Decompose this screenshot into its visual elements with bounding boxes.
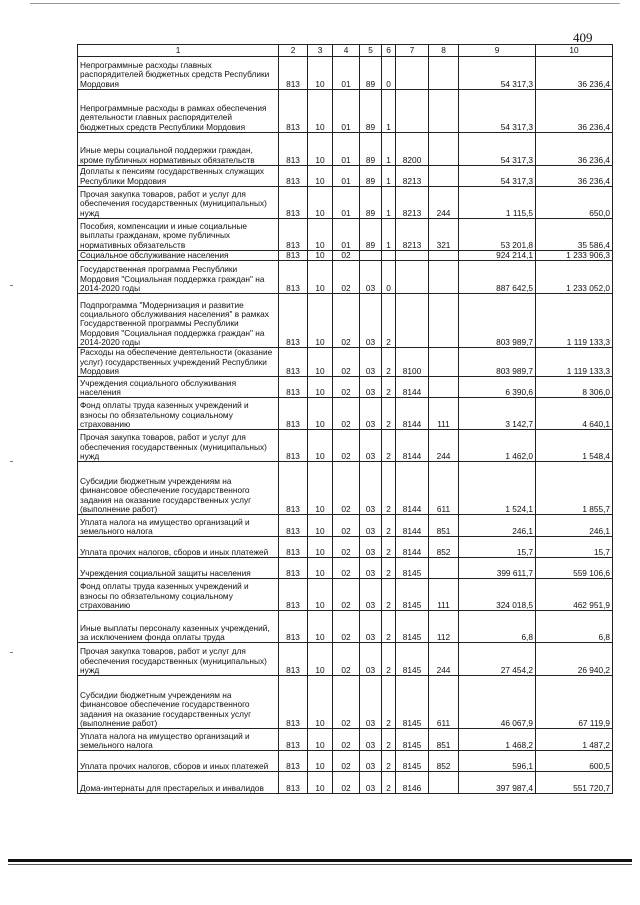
row-section-code: 10 [308,90,333,133]
row-ministry-code: 813 [279,537,308,558]
row-ministry-code: 813 [279,133,308,166]
row-subsection-code: 02 [333,643,360,676]
row-target-item-code: 8144 [396,462,429,515]
row-section-code: 10 [308,579,333,611]
table-row [78,219,613,251]
row-expense-type-code: 611 [429,462,459,515]
row-target-item-code [396,261,429,294]
row-program-code: 03 [360,751,382,772]
row-program-code: 03 [360,430,382,462]
table-row [78,579,613,611]
row-subprogram-code: 1 [382,187,396,219]
col-header-program: 5 [360,45,382,57]
row-subprogram-code: 2 [382,537,396,558]
row-subprogram-code: 2 [382,729,396,751]
row-amount-1: 1 462,0 [459,430,536,462]
row-amount-2: 1 233 052,0 [536,261,613,294]
col-header-amount-2: 10 [536,45,613,57]
row-target-item-code: 8213 [396,219,429,251]
row-program-code: 03 [360,772,382,794]
row-name: Уплата прочих налогов, сборов и иных платежей [78,751,279,772]
row-section-code: 10 [308,676,333,729]
row-amount-1: 924 214,1 [459,251,536,261]
row-amount-1: 53 201,8 [459,219,536,251]
row-target-item-code: 8213 [396,187,429,219]
row-subsection-code: 02 [333,558,360,579]
row-target-item-code: 8145 [396,751,429,772]
row-section-code: 10 [308,219,333,251]
row-expense-type-code: 112 [429,611,459,643]
row-expense-type-code: 851 [429,515,459,537]
row-name: Уплата налога на имущество организаций и земельного налога [78,515,279,537]
row-subsection-code: 02 [333,398,360,430]
row-subsection-code: 01 [333,166,360,187]
row-subsection-code: 01 [333,57,360,90]
row-program-code: 03 [360,294,382,348]
row-subprogram-code: 2 [382,676,396,729]
row-amount-1: 324 018,5 [459,579,536,611]
row-expense-type-code [429,558,459,579]
row-section-code: 10 [308,294,333,348]
row-expense-type-code: 321 [429,219,459,251]
row-program-code: 03 [360,611,382,643]
row-amount-2: 559 106,6 [536,558,613,579]
table-row [78,261,613,294]
row-ministry-code: 813 [279,398,308,430]
row-target-item-code: 8145 [396,643,429,676]
row-ministry-code: 813 [279,676,308,729]
row-section-code: 10 [308,515,333,537]
row-target-item-code: 8144 [396,430,429,462]
table-row [78,515,613,537]
row-ministry-code: 813 [279,643,308,676]
row-subprogram-code: 2 [382,294,396,348]
row-subsection-code: 02 [333,729,360,751]
row-name: Прочая закупка товаров, работ и услуг для обеспечения государственных (муниципальных) нужд [78,187,279,219]
row-ministry-code: 813 [279,294,308,348]
row-subprogram-code [382,251,396,261]
row-ministry-code: 813 [279,348,308,377]
row-amount-2: 67 119,9 [536,676,613,729]
header-row [78,45,613,57]
row-amount-2: 26 940,2 [536,643,613,676]
row-target-item-code: 8144 [396,377,429,398]
row-subprogram-code: 2 [382,377,396,398]
row-amount-1: 596,1 [459,751,536,772]
row-target-item-code: 8146 [396,772,429,794]
row-program-code: 03 [360,261,382,294]
row-subsection-code: 01 [333,219,360,251]
row-subprogram-code: 2 [382,462,396,515]
row-section-code: 10 [308,537,333,558]
row-expense-type-code: 244 [429,430,459,462]
row-expense-type-code [429,57,459,90]
row-amount-2: 36 236,4 [536,90,613,133]
row-subsection-code: 01 [333,90,360,133]
table-row [78,187,613,219]
row-subsection-code: 02 [333,430,360,462]
row-subsection-code: 02 [333,772,360,794]
row-program-code: 89 [360,166,382,187]
row-ministry-code: 813 [279,251,308,261]
row-program-code: 03 [360,643,382,676]
row-subprogram-code: 2 [382,751,396,772]
row-amount-1: 54 317,3 [459,57,536,90]
row-name: Пособия, компенсации и иные социальные выплаты гражданам, кроме публичных нормативных обязательств [78,219,279,251]
row-section-code: 10 [308,611,333,643]
row-program-code: 89 [360,57,382,90]
row-program-code: 03 [360,515,382,537]
row-expense-type-code [429,261,459,294]
row-subsection-code: 02 [333,348,360,377]
row-name: Доплаты к пенсиям государственных служащих Республики Мордовия [78,166,279,187]
row-amount-1: 6,8 [459,611,536,643]
row-target-item-code: 8144 [396,515,429,537]
table-row [78,462,613,515]
row-expense-type-code: 111 [429,398,459,430]
row-target-item-code [396,251,429,261]
row-amount-1: 1 468,2 [459,729,536,751]
row-ministry-code: 813 [279,772,308,794]
table-row [78,643,613,676]
row-name: Учреждения социальной защиты населения [78,558,279,579]
row-amount-1: 887 642,5 [459,261,536,294]
row-ministry-code: 813 [279,430,308,462]
row-expense-type-code: 851 [429,729,459,751]
row-target-item-code [396,90,429,133]
row-section-code: 10 [308,729,333,751]
margin-tick [10,652,13,653]
row-subprogram-code: 2 [382,558,396,579]
row-amount-1: 27 454,2 [459,643,536,676]
table-row [78,751,613,772]
row-subprogram-code: 2 [382,772,396,794]
row-section-code: 10 [308,751,333,772]
row-amount-1: 397 987,4 [459,772,536,794]
row-amount-1: 1 115,5 [459,187,536,219]
row-ministry-code: 813 [279,187,308,219]
row-expense-type-code [429,294,459,348]
table-row [78,398,613,430]
row-ministry-code: 813 [279,90,308,133]
row-expense-type-code [429,377,459,398]
row-expense-type-code: 852 [429,751,459,772]
row-subprogram-code: 2 [382,348,396,377]
table-row [78,558,613,579]
row-amount-1: 399 611,7 [459,558,536,579]
table-row [78,166,613,187]
row-expense-type-code: 852 [429,537,459,558]
row-subprogram-code: 0 [382,57,396,90]
row-amount-2: 1 487,2 [536,729,613,751]
row-name: Дома-интернаты для престарелых и инвалидов [78,772,279,794]
row-ministry-code: 813 [279,579,308,611]
row-amount-2: 1 855,7 [536,462,613,515]
row-amount-1: 1 524,1 [459,462,536,515]
col-header-subprogram: 6 [382,45,396,57]
row-name: Фонд оплаты труда казенных учреждений и взносы по обязательному социальному страхованию [78,398,279,430]
row-section-code: 10 [308,398,333,430]
row-subsection-code: 02 [333,611,360,643]
col-header-subsection: 4 [333,45,360,57]
row-subprogram-code: 2 [382,515,396,537]
row-subprogram-code: 2 [382,611,396,643]
col-header-target-item: 7 [396,45,429,57]
row-ministry-code: 813 [279,377,308,398]
col-header-section: 3 [308,45,333,57]
row-amount-2: 246,1 [536,515,613,537]
budget-table [77,44,613,794]
row-program-code: 03 [360,579,382,611]
row-subsection-code: 02 [333,579,360,611]
row-name: Фонд оплаты труда казенных учреждений и взносы по обязательному социальному страхованию [78,579,279,611]
row-subprogram-code: 1 [382,90,396,133]
row-name: Подпрограмма "Модернизация и развитие социального обслуживания населения" в рамках Государственной программы Республики Мордовия "Социальная поддержка граждан" на 2014-2020 годы [78,294,279,348]
row-name: Непрограммные расходы главных распорядителей бюджетных средств Республики Мордовия [78,57,279,90]
row-program-code: 89 [360,133,382,166]
row-target-item-code [396,294,429,348]
page-bottom-rule-thin [8,864,632,865]
col-header-name: 1 [78,45,279,57]
row-section-code: 10 [308,558,333,579]
row-subsection-code: 02 [333,751,360,772]
row-name: Субсидии бюджетным учреждениям на финансовое обеспечение государственного задания на оказание государственных услуг (выполнение работ) [78,676,279,729]
row-subsection-code: 01 [333,187,360,219]
row-subprogram-code: 1 [382,166,396,187]
row-section-code: 10 [308,430,333,462]
page-bottom-rule [8,859,632,862]
row-amount-2: 36 236,4 [536,166,613,187]
row-target-item-code [396,57,429,90]
row-subsection-code: 01 [333,133,360,166]
row-name: Уплата налога на имущество организаций и земельного налога [78,729,279,751]
row-subsection-code: 02 [333,261,360,294]
row-target-item-code: 8144 [396,398,429,430]
row-amount-2: 600,5 [536,751,613,772]
row-name: Непрограммные расходы в рамках обеспечения деятельности главных распорядителей бюджетных средств Республики Мордовия [78,90,279,133]
row-amount-1: 3 142,7 [459,398,536,430]
row-program-code: 03 [360,377,382,398]
row-amount-2: 551 720,7 [536,772,613,794]
row-program-code: 03 [360,348,382,377]
row-target-item-code: 8213 [396,166,429,187]
row-section-code: 10 [308,772,333,794]
row-target-item-code: 8145 [396,676,429,729]
row-section-code: 10 [308,377,333,398]
row-ministry-code: 813 [279,515,308,537]
row-section-code: 10 [308,643,333,676]
col-header-expense-type: 8 [429,45,459,57]
row-program-code [360,251,382,261]
row-amount-2: 1 119 133,3 [536,348,613,377]
row-name: Иные выплаты персоналу казенных учреждений, за исключением фонда оплаты труда [78,611,279,643]
row-amount-2: 4 640,1 [536,398,613,430]
row-subprogram-code: 2 [382,579,396,611]
table-row [78,251,613,261]
row-amount-1: 15,7 [459,537,536,558]
row-subprogram-code: 2 [382,398,396,430]
row-program-code: 89 [360,187,382,219]
row-expense-type-code [429,166,459,187]
row-amount-2: 1 119 133,3 [536,294,613,348]
row-target-item-code: 8145 [396,579,429,611]
row-target-item-code: 8100 [396,348,429,377]
row-target-item-code: 8144 [396,537,429,558]
row-name: Социальное обслуживание населения [78,251,279,261]
row-expense-type-code [429,251,459,261]
row-amount-1: 6 390,6 [459,377,536,398]
row-amount-2: 36 236,4 [536,133,613,166]
table-row [78,772,613,794]
row-amount-2: 650,0 [536,187,613,219]
row-amount-2: 15,7 [536,537,613,558]
row-expense-type-code: 244 [429,643,459,676]
row-expense-type-code: 244 [429,187,459,219]
row-subsection-code: 02 [333,462,360,515]
row-name: Прочая закупка товаров, работ и услуг для обеспечения государственных (муниципальных) нужд [78,643,279,676]
row-subsection-code: 02 [333,294,360,348]
col-header-amount-1: 9 [459,45,536,57]
row-ministry-code: 813 [279,462,308,515]
row-amount-2: 36 236,4 [536,57,613,90]
row-expense-type-code: 111 [429,579,459,611]
row-program-code: 03 [360,398,382,430]
row-program-code: 03 [360,462,382,515]
row-target-item-code: 8145 [396,729,429,751]
row-section-code: 10 [308,57,333,90]
row-target-item-code: 8145 [396,611,429,643]
table-row [78,377,613,398]
row-name: Уплата прочих налогов, сборов и иных платежей [78,537,279,558]
row-ministry-code: 813 [279,219,308,251]
row-amount-2: 8 306,0 [536,377,613,398]
row-ministry-code: 813 [279,57,308,90]
row-amount-2: 462 951,9 [536,579,613,611]
row-program-code: 03 [360,558,382,579]
row-target-item-code: 8200 [396,133,429,166]
table-row [78,133,613,166]
row-amount-1: 246,1 [459,515,536,537]
row-subprogram-code: 2 [382,643,396,676]
row-expense-type-code [429,90,459,133]
row-amount-1: 54 317,3 [459,90,536,133]
row-expense-type-code [429,348,459,377]
row-section-code: 10 [308,348,333,377]
table-row [78,90,613,133]
row-subsection-code: 02 [333,377,360,398]
row-subsection-code: 02 [333,515,360,537]
row-name: Расходы на обеспечение деятельности (оказание услуг) государственных учреждений Республики Мордовия [78,348,279,377]
row-program-code: 03 [360,729,382,751]
margin-tick [10,285,13,286]
row-section-code: 10 [308,261,333,294]
row-name: Прочая закупка товаров, работ и услуг для обеспечения государственных (муниципальных) нужд [78,430,279,462]
page-number: 409 [573,30,593,45]
row-expense-type-code [429,772,459,794]
row-subprogram-code: 2 [382,430,396,462]
table-row [78,294,613,348]
row-ministry-code: 813 [279,166,308,187]
row-ministry-code: 813 [279,261,308,294]
row-program-code: 03 [360,537,382,558]
row-target-item-code: 8145 [396,558,429,579]
row-program-code: 89 [360,219,382,251]
row-expense-type-code [429,133,459,166]
row-name: Субсидии бюджетным учреждениям на финансовое обеспечение государственного задания на оказание государственных услуг (выполнение работ) [78,462,279,515]
row-amount-1: 54 317,3 [459,166,536,187]
row-section-code: 10 [308,166,333,187]
row-ministry-code: 813 [279,729,308,751]
row-ministry-code: 813 [279,751,308,772]
row-amount-2: 1 548,4 [536,430,613,462]
row-ministry-code: 813 [279,611,308,643]
row-name: Иные меры социальной поддержки граждан, кроме публичных нормативных обязательств [78,133,279,166]
row-section-code: 10 [308,187,333,219]
row-program-code: 03 [360,676,382,729]
row-subsection-code: 02 [333,251,360,261]
table-row [78,537,613,558]
row-name: Учреждения социального обслуживания населения [78,377,279,398]
row-section-code: 10 [308,133,333,166]
row-amount-2: 35 586,4 [536,219,613,251]
table-row [78,348,613,377]
row-amount-2: 1 233 906,3 [536,251,613,261]
row-expense-type-code: 611 [429,676,459,729]
row-program-code: 89 [360,90,382,133]
row-subprogram-code: 1 [382,219,396,251]
row-subsection-code: 02 [333,676,360,729]
row-subprogram-code: 0 [382,261,396,294]
table-row [78,676,613,729]
table-row [78,430,613,462]
row-name: Государственная программа Республики Мордовия "Социальная поддержка граждан" на 2014-2020 годы [78,261,279,294]
row-section-code: 10 [308,462,333,515]
table-row [78,729,613,751]
row-subsection-code: 02 [333,537,360,558]
row-section-code: 10 [308,251,333,261]
row-amount-1: 803 989,7 [459,348,536,377]
col-header-ministry: 2 [279,45,308,57]
row-amount-1: 803 989,7 [459,294,536,348]
margin-tick [10,461,13,462]
table-row [78,611,613,643]
row-amount-2: 6,8 [536,611,613,643]
row-subprogram-code: 1 [382,133,396,166]
row-amount-1: 46 067,9 [459,676,536,729]
row-ministry-code: 813 [279,558,308,579]
row-amount-1: 54 317,3 [459,133,536,166]
scan-top-edge [30,3,620,4]
table-row [78,57,613,90]
